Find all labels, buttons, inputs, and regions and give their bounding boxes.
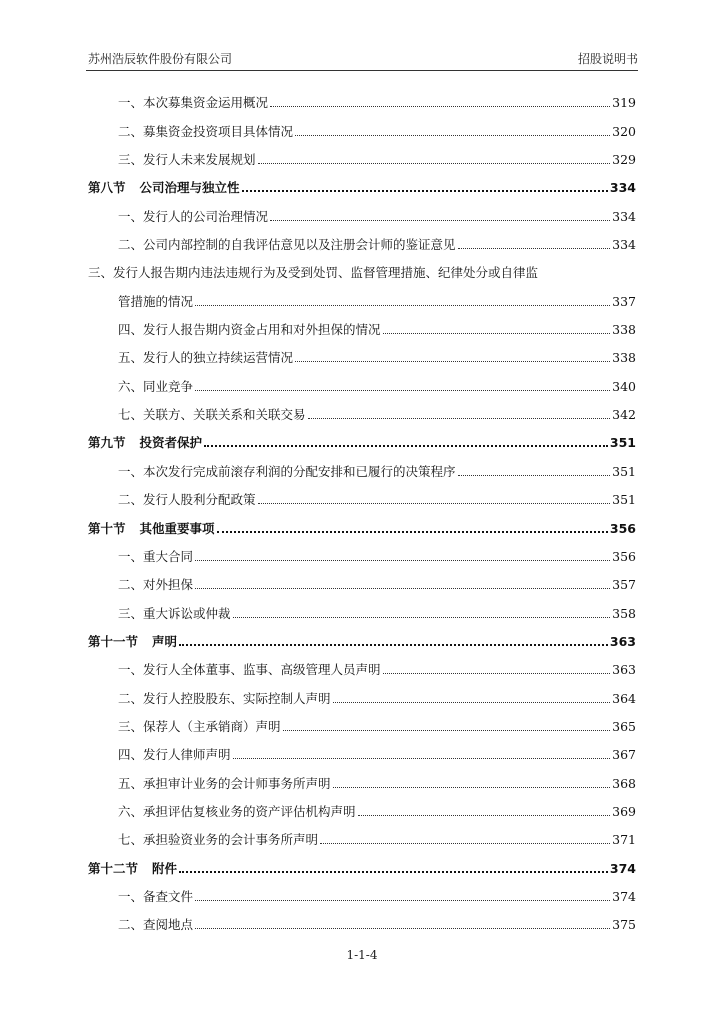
toc-page-number: 338 <box>612 322 636 338</box>
toc-entry-title: 一、本次募集资金运用概况 <box>118 95 269 111</box>
table-of-contents <box>88 84 636 934</box>
toc-page-number: 319 <box>612 95 636 111</box>
company-name: 苏州浩辰软件股份有限公司 <box>88 52 233 66</box>
toc-entry[interactable] <box>88 793 636 821</box>
dot-leader <box>195 389 610 391</box>
dot-leader <box>383 332 611 334</box>
toc-entry-title: 七、关联方、关联关系和关联交易 <box>118 407 306 423</box>
toc-entry-title: 二、查阅地点 <box>118 917 194 933</box>
toc-page-number: 342 <box>612 407 636 423</box>
toc-entry-title: 管措施的情况 <box>118 293 194 309</box>
toc-page-number: 337 <box>612 293 636 309</box>
dot-leader <box>358 814 611 816</box>
toc-page-number: 374 <box>609 860 636 876</box>
toc-entry[interactable] <box>88 538 636 566</box>
dot-leader <box>195 899 610 901</box>
toc-entry[interactable] <box>88 821 636 849</box>
toc-entry-title: 三、发行人未来发展规划 <box>118 152 256 168</box>
toc-entry-title: 一、发行人全体董事、监事、高级管理人员声明 <box>118 662 381 678</box>
toc-chapter-entry[interactable] <box>88 509 636 537</box>
toc-page-number: 338 <box>612 350 636 366</box>
toc-entry-title: 投资者保护 <box>139 435 203 451</box>
dot-leader <box>383 672 611 674</box>
toc-chapter-entry[interactable] <box>88 169 636 197</box>
dot-leader <box>258 162 611 164</box>
toc-page-number: 334 <box>612 208 636 224</box>
toc-entry[interactable] <box>88 311 636 339</box>
toc-page-number: 374 <box>612 888 636 904</box>
toc-entry[interactable] <box>88 764 636 792</box>
dot-leader <box>233 616 611 618</box>
toc-entry-title: 二、发行人控股股东、实际控制人声明 <box>118 690 331 706</box>
toc-entry[interactable] <box>88 736 636 764</box>
dot-leader <box>195 559 610 561</box>
toc-entry-title: 二、发行人股利分配政策 <box>118 492 256 508</box>
dot-leader <box>295 360 610 362</box>
toc-entry-title: 五、承担审计业务的会计师事务所声明 <box>118 775 331 791</box>
header-divider <box>86 70 638 71</box>
toc-entry-title: 公司治理与独立性 <box>139 180 240 196</box>
toc-entry-title: 二、公司内部控制的自我评估意见以及注册会计师的鉴证意见 <box>118 237 456 253</box>
toc-page-number: 369 <box>612 803 636 819</box>
toc-entry[interactable] <box>88 481 636 509</box>
toc-entry-title: 六、承担评估复核业务的资产评估机构声明 <box>118 803 356 819</box>
toc-entry[interactable] <box>88 197 636 225</box>
toc-page-number: 334 <box>612 237 636 253</box>
dot-leader <box>258 502 611 504</box>
dot-leader <box>333 786 611 788</box>
toc-entry-title: 三、保荐人（主承销商）声明 <box>118 718 281 734</box>
toc-entry-title: 一、备查文件 <box>118 888 194 904</box>
toc-entry[interactable] <box>88 396 636 424</box>
dot-leader <box>308 417 611 419</box>
toc-page-number: 375 <box>612 917 636 933</box>
toc-entry[interactable] <box>88 112 636 140</box>
toc-entry[interactable] <box>88 141 636 169</box>
toc-entry[interactable] <box>88 679 636 707</box>
toc-entry-title: 二、对外担保 <box>118 577 194 593</box>
dot-leader <box>233 757 611 759</box>
dot-leader <box>283 729 611 731</box>
toc-entry-title: 一、本次发行完成前滚存利润的分配安排和已履行的决策程序 <box>118 463 456 479</box>
toc-entry[interactable] <box>88 594 636 622</box>
toc-entry-title: 七、承担验资业务的会计事务所声明 <box>118 832 319 848</box>
toc-entry[interactable] <box>88 254 636 282</box>
toc-chapter-entry[interactable] <box>88 424 636 452</box>
toc-page-number: 351 <box>609 435 636 451</box>
toc-entry-title: 附件 <box>152 860 178 876</box>
dot-leader <box>295 134 610 136</box>
toc-chapter-entry[interactable] <box>88 849 636 877</box>
toc-page-number: 334 <box>609 180 636 196</box>
toc-page-number: 365 <box>612 718 636 734</box>
dot-leader <box>242 189 608 192</box>
toc-entry[interactable] <box>88 339 636 367</box>
dot-leader <box>270 219 610 221</box>
toc-entry-title: 五、发行人的独立持续运营情况 <box>118 350 294 366</box>
toc-entry-title: 声明 <box>152 633 178 649</box>
toc-entry[interactable] <box>88 906 636 934</box>
dot-leader <box>195 304 610 306</box>
dot-leader <box>270 105 610 107</box>
toc-entry[interactable] <box>88 878 636 906</box>
chapter-number: 第八节 <box>88 180 126 196</box>
toc-page-number: 351 <box>612 463 636 479</box>
dot-leader <box>320 842 610 844</box>
chapter-number: 第十一节 <box>88 633 139 649</box>
toc-entry-title: 三、重大诉讼或仲裁 <box>118 605 231 621</box>
chapter-number: 第九节 <box>88 435 126 451</box>
chapter-number: 第十节 <box>88 520 126 536</box>
toc-entry-title: 二、募集资金投资项目具体情况 <box>118 123 294 139</box>
toc-entry[interactable] <box>88 367 636 395</box>
dot-leader <box>458 247 611 249</box>
toc-entry[interactable] <box>88 452 636 480</box>
toc-page-number: 356 <box>612 548 636 564</box>
toc-page-number: 340 <box>612 378 636 394</box>
toc-entry[interactable] <box>88 226 636 254</box>
toc-page-number: 368 <box>612 775 636 791</box>
toc-entry-title: 四、发行人报告期内资金占用和对外担保的情况 <box>118 322 381 338</box>
dot-leader <box>204 444 608 447</box>
toc-page-number: 329 <box>612 152 636 168</box>
dot-leader <box>179 870 608 873</box>
toc-page-number: 364 <box>612 690 636 706</box>
dot-leader <box>458 474 611 476</box>
toc-entry-title: 三、发行人报告期内违法违规行为及受到处罚、监督管理措施、纪律处分或自律监 <box>88 265 539 281</box>
dot-leader <box>333 701 611 703</box>
toc-entry-title: 一、重大合同 <box>118 548 194 564</box>
page-header <box>88 50 638 70</box>
chapter-number: 第十二节 <box>88 860 139 876</box>
toc-chapter-entry[interactable] <box>88 623 636 651</box>
toc-page-number: 320 <box>612 123 636 139</box>
toc-page-number: 351 <box>612 492 636 508</box>
dot-leader <box>179 643 608 646</box>
page-number: 1-1-4 <box>346 948 378 962</box>
toc-entry-title: 六、同业竞争 <box>118 378 194 394</box>
document-type: 招股说明书 <box>577 52 638 66</box>
toc-entry-title: 四、发行人律师声明 <box>118 747 231 763</box>
toc-page-number: 357 <box>612 577 636 593</box>
dot-leader <box>195 587 610 589</box>
toc-entry[interactable] <box>88 708 636 736</box>
toc-entry[interactable] <box>88 651 636 679</box>
toc-page-number: 363 <box>612 662 636 678</box>
toc-page-number: 363 <box>609 633 636 649</box>
toc-page-number: 356 <box>609 520 636 536</box>
toc-entry[interactable] <box>88 84 636 112</box>
toc-entry[interactable] <box>88 282 636 310</box>
dot-leader <box>195 927 610 929</box>
toc-entry[interactable] <box>88 566 636 594</box>
toc-page-number: 367 <box>612 747 636 763</box>
toc-entry-title: 其他重要事项 <box>139 520 215 536</box>
toc-page-number: 358 <box>612 605 636 621</box>
toc-page-number: 371 <box>612 832 636 848</box>
dot-leader <box>217 530 608 533</box>
toc-entry-title: 一、发行人的公司治理情况 <box>118 208 269 224</box>
